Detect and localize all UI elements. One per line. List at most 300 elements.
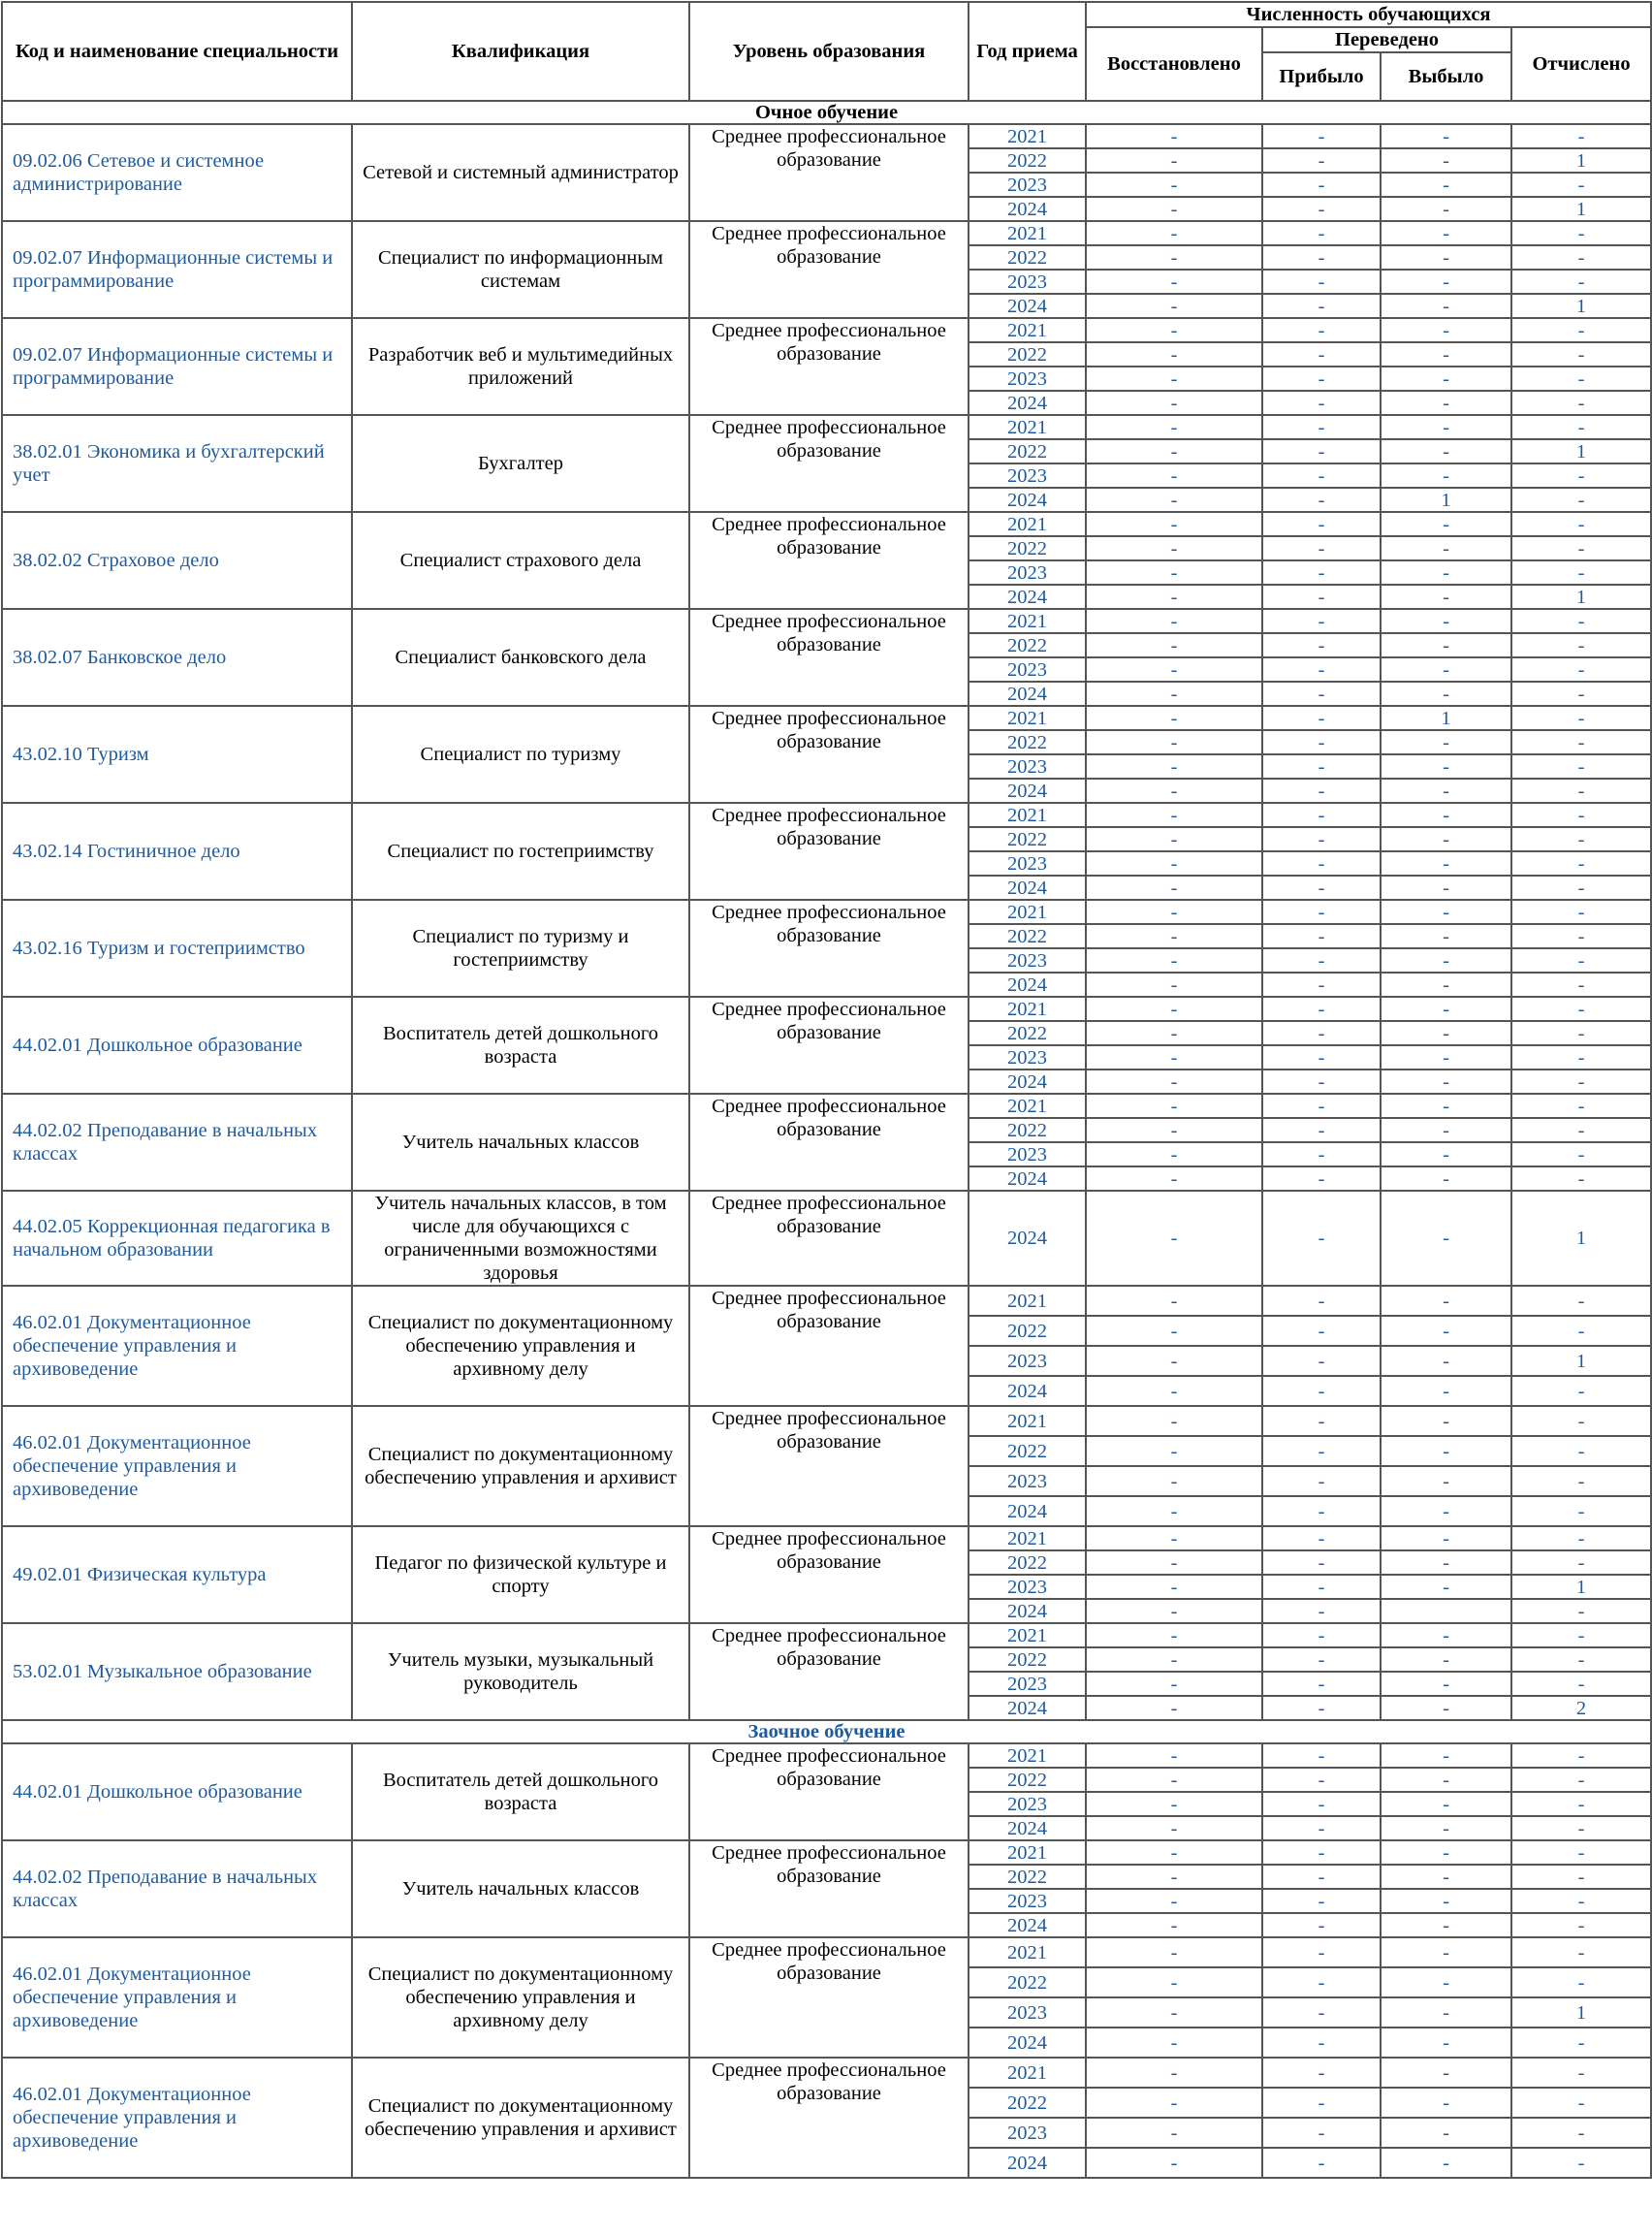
left-cell: - [1381,1376,1511,1406]
year-cell: 2024 [969,1599,1086,1623]
expelled-cell: - [1511,827,1651,851]
restored-cell: - [1086,1967,1262,1997]
table-row [2,1840,1651,1865]
year-cell: 2021 [969,1286,1086,1316]
expelled-cell: - [1511,779,1651,803]
left-cell: - [1381,1937,1511,1967]
table-row [2,1286,1651,1316]
year-cell: 2024 [969,1913,1086,1937]
arrived-cell: - [1262,1118,1381,1142]
expelled-cell: - [1511,1816,1651,1840]
arrived-cell: - [1262,245,1381,270]
year-cell: 2024 [969,391,1086,415]
restored-cell: - [1086,512,1262,536]
expelled-cell: - [1511,536,1651,560]
education-level-cell: Среднее профессиональное образование [689,803,969,900]
arrived-cell: - [1262,1967,1381,1997]
expelled-cell: - [1511,318,1651,342]
year-cell: 2022 [969,1967,1086,1997]
expelled-cell: - [1511,1550,1651,1575]
year-cell: 2021 [969,1094,1086,1118]
year-cell: 2022 [969,730,1086,754]
arrived-cell: - [1262,827,1381,851]
year-cell: 2023 [969,1045,1086,1070]
left-cell: - [1381,197,1511,221]
expelled-cell: - [1511,1623,1651,1647]
left-cell: - [1381,1406,1511,1436]
specialty-cell: 44.02.02 Преподавание в начальных классах [2,1840,352,1937]
restored-cell: - [1086,1647,1262,1672]
year-cell: 2023 [969,1575,1086,1599]
restored-cell: - [1086,2088,1262,2118]
arrived-cell: - [1262,1913,1381,1937]
expelled-cell: - [1511,851,1651,876]
year-cell: 2022 [969,245,1086,270]
expelled-cell: - [1511,754,1651,779]
expelled-cell: - [1511,1496,1651,1526]
expelled-cell: - [1511,1166,1651,1191]
year-cell: 2021 [969,997,1086,1021]
year-cell: 2022 [969,1118,1086,1142]
arrived-cell: - [1262,1816,1381,1840]
year-cell: 2024 [969,197,1086,221]
education-level-cell: Среднее профессиональное образование [689,512,969,609]
restored-cell: - [1086,827,1262,851]
arrived-cell: - [1262,1191,1381,1286]
table-body [2,101,1651,2178]
restored-cell: - [1086,1406,1262,1436]
table-row [2,1937,1651,1967]
qualification-cell: Специалист по документационному обеспечению управления и архивист [352,2058,689,2178]
restored-cell: - [1086,1599,1262,1623]
year-cell: 2021 [969,803,1086,827]
education-level-cell: Среднее профессиональное образование [689,1526,969,1623]
restored-cell: - [1086,1550,1262,1575]
specialty-cell: 46.02.01 Документационное обеспечение управления и архивоведение [2,1286,352,1406]
restored-cell: - [1086,1768,1262,1792]
arrived-cell: - [1262,997,1381,1021]
year-cell: 2022 [969,536,1086,560]
arrived-cell: - [1262,2118,1381,2148]
qualification-cell: Воспитатель детей дошкольного возраста [352,1743,689,1840]
restored-cell: - [1086,803,1262,827]
left-cell: - [1381,1647,1511,1672]
left-cell: - [1381,1865,1511,1889]
arrived-cell: - [1262,1792,1381,1816]
expelled-cell: 1 [1511,585,1651,609]
arrived-cell: - [1262,2088,1381,2118]
expelled-cell: - [1511,2027,1651,2058]
year-cell: 2022 [969,1865,1086,1889]
year-cell: 2024 [969,2027,1086,2058]
restored-cell: - [1086,1937,1262,1967]
restored-cell: - [1086,997,1262,1021]
restored-cell: - [1086,415,1262,439]
education-level-cell: Среднее профессиональное образование [689,415,969,512]
enrollment-movement-table [1,1,1652,2179]
qualification-cell: Специалист по информационным системам [352,221,689,318]
left-cell: - [1381,415,1511,439]
year-cell: 2021 [969,609,1086,633]
restored-cell: - [1086,706,1262,730]
year-cell: 2022 [969,1647,1086,1672]
education-level-cell: Среднее профессиональное образование [689,1094,969,1191]
arrived-cell: - [1262,803,1381,827]
left-cell: - [1381,876,1511,900]
restored-cell: - [1086,1696,1262,1720]
left-cell: - [1381,1672,1511,1696]
year-cell: 2021 [969,900,1086,924]
expelled-cell: - [1511,1286,1651,1316]
year-cell: 2021 [969,221,1086,245]
restored-cell: - [1086,270,1262,294]
expelled-cell: - [1511,1865,1651,1889]
table-row [2,900,1651,924]
year-cell: 2024 [969,2148,1086,2178]
section-title: Очное обучение [2,101,1651,124]
expelled-cell: - [1511,1376,1651,1406]
education-level-cell: Среднее профессиональное образование [689,1191,969,1286]
arrived-cell: - [1262,536,1381,560]
year-cell: 2023 [969,560,1086,585]
expelled-cell: - [1511,1142,1651,1166]
restored-cell: - [1086,1496,1262,1526]
qualification-cell: Специалист страхового дела [352,512,689,609]
left-cell: - [1381,1436,1511,1466]
expelled-cell: 1 [1511,1997,1651,2027]
year-cell: 2021 [969,415,1086,439]
expelled-cell: - [1511,245,1651,270]
left-cell: - [1381,1286,1511,1316]
restored-cell: - [1086,560,1262,585]
restored-cell: - [1086,609,1262,633]
expelled-cell: - [1511,924,1651,948]
expelled-cell: - [1511,415,1651,439]
restored-cell: - [1086,1376,1262,1406]
qualification-cell: Учитель начальных классов [352,1840,689,1937]
education-level-cell: Среднее профессиональное образование [689,609,969,706]
left-cell: - [1381,754,1511,779]
expelled-cell: - [1511,1526,1651,1550]
education-level-cell: Среднее профессиональное образование [689,1623,969,1720]
year-cell: 2023 [969,1142,1086,1166]
year-cell: 2023 [969,2118,1086,2148]
left-cell: - [1381,463,1511,488]
year-cell: 2023 [969,463,1086,488]
table-row [2,1191,1651,1286]
arrived-cell: - [1262,1142,1381,1166]
arrived-cell: - [1262,900,1381,924]
qualification-cell: Разработчик веб и мультимедийных приложений [352,318,689,415]
left-cell: - [1381,2027,1511,2058]
restored-cell: - [1086,1840,1262,1865]
restored-cell: - [1086,2027,1262,2058]
left-cell: - [1381,682,1511,706]
header-student-count: Численность обучающихся [1086,2,1651,27]
arrived-cell: - [1262,924,1381,948]
left-cell: - [1381,1743,1511,1768]
specialty-cell: 44.02.01 Дошкольное образование [2,1743,352,1840]
header-spec: Код и наименование специальности [2,2,352,101]
year-cell: 2023 [969,948,1086,973]
expelled-cell: - [1511,1094,1651,1118]
arrived-cell: - [1262,512,1381,536]
left-cell: - [1381,1967,1511,1997]
specialty-cell: 44.02.02 Преподавание в начальных классах [2,1094,352,1191]
restored-cell: - [1086,245,1262,270]
restored-cell: - [1086,197,1262,221]
expelled-cell: - [1511,706,1651,730]
restored-cell: - [1086,1316,1262,1346]
restored-cell: - [1086,924,1262,948]
specialty-cell: 44.02.01 Дошкольное образование [2,997,352,1094]
qualification-cell: Специалист банковского дела [352,609,689,706]
restored-cell: - [1086,1466,1262,1496]
year-cell: 2024 [969,1376,1086,1406]
expelled-cell: - [1511,633,1651,657]
arrived-cell: - [1262,1496,1381,1526]
arrived-cell: - [1262,706,1381,730]
expelled-cell: - [1511,342,1651,367]
specialty-cell: 09.02.07 Информационные системы и программирование [2,318,352,415]
restored-cell: - [1086,585,1262,609]
arrived-cell: - [1262,2058,1381,2088]
year-cell: 2024 [969,682,1086,706]
arrived-cell: - [1262,1436,1381,1466]
expelled-cell: 1 [1511,1575,1651,1599]
arrived-cell: - [1262,270,1381,294]
year-cell: 2022 [969,342,1086,367]
year-cell: 2023 [969,1672,1086,1696]
expelled-cell: - [1511,173,1651,197]
qualification-cell: Учитель музыки, музыкальный руководитель [352,1623,689,1720]
year-cell: 2021 [969,1623,1086,1647]
year-cell: 2022 [969,1436,1086,1466]
expelled-cell: - [1511,657,1651,682]
arrived-cell: - [1262,488,1381,512]
restored-cell: - [1086,173,1262,197]
expelled-cell: - [1511,900,1651,924]
left-cell: - [1381,2118,1511,2148]
restored-cell: - [1086,1118,1262,1142]
left-cell: - [1381,512,1511,536]
table-row [2,1623,1651,1647]
restored-cell: - [1086,1286,1262,1316]
expelled-cell: - [1511,1647,1651,1672]
arrived-cell: - [1262,1575,1381,1599]
left-cell: - [1381,1346,1511,1376]
year-cell: 2021 [969,1743,1086,1768]
expelled-cell: 2 [1511,1696,1651,1720]
left-cell: - [1381,1526,1511,1550]
left-cell: - [1381,1696,1511,1720]
education-level-cell: Среднее профессиональное образование [689,124,969,221]
expelled-cell: - [1511,1021,1651,1045]
arrived-cell: - [1262,415,1381,439]
expelled-cell: - [1511,1768,1651,1792]
restored-cell: - [1086,2148,1262,2178]
left-cell: - [1381,1166,1511,1191]
qualification-cell: Педагог по физической культуре и спорту [352,1526,689,1623]
arrived-cell: - [1262,342,1381,367]
year-cell: 2022 [969,2088,1086,2118]
restored-cell: - [1086,1191,1262,1286]
left-cell: - [1381,1816,1511,1840]
arrived-cell: - [1262,1889,1381,1913]
left-cell: - [1381,585,1511,609]
left-cell: - [1381,367,1511,391]
left-cell: - [1381,221,1511,245]
table-row [2,1743,1651,1768]
expelled-cell: 1 [1511,1346,1651,1376]
arrived-cell: - [1262,367,1381,391]
expelled-cell: - [1511,973,1651,997]
specialty-cell: 43.02.10 Туризм [2,706,352,803]
left-cell: - [1381,1496,1511,1526]
specialty-cell: 49.02.01 Физическая культура [2,1526,352,1623]
left-cell: - [1381,2088,1511,2118]
left-cell: - [1381,1768,1511,1792]
left-cell: - [1381,294,1511,318]
expelled-cell: - [1511,948,1651,973]
education-level-cell: Среднее профессиональное образование [689,1286,969,1406]
year-cell: 2021 [969,2058,1086,2088]
restored-cell: - [1086,391,1262,415]
year-cell: 2021 [969,124,1086,148]
left-cell: - [1381,560,1511,585]
left-cell: - [1381,900,1511,924]
left-cell: - [1381,657,1511,682]
year-cell: 2024 [969,1166,1086,1191]
expelled-cell: - [1511,1743,1651,1768]
left-cell: - [1381,318,1511,342]
restored-cell: - [1086,1142,1262,1166]
left-cell: - [1381,827,1511,851]
qualification-cell: Специалист по документационному обеспечению управления и архивному делу [352,1286,689,1406]
arrived-cell: - [1262,1937,1381,1967]
restored-cell: - [1086,463,1262,488]
restored-cell: - [1086,851,1262,876]
restored-cell: - [1086,1070,1262,1094]
arrived-cell: - [1262,633,1381,657]
expelled-cell: - [1511,1672,1651,1696]
year-cell: 2024 [969,876,1086,900]
education-level-cell: Среднее профессиональное образование [689,221,969,318]
restored-cell: - [1086,1913,1262,1937]
year-cell: 2022 [969,148,1086,173]
restored-cell: - [1086,2118,1262,2148]
header-transferred: Переведено [1262,27,1511,52]
arrived-cell: - [1262,1696,1381,1720]
table-row [2,1526,1651,1550]
left-cell: - [1381,2058,1511,2088]
restored-cell: - [1086,1021,1262,1045]
year-cell: 2021 [969,318,1086,342]
restored-cell: - [1086,973,1262,997]
year-cell: 2021 [969,1937,1086,1967]
year-cell: 2023 [969,270,1086,294]
left-cell [1381,1599,1511,1623]
arrived-cell: - [1262,439,1381,463]
arrived-cell: - [1262,1286,1381,1316]
expelled-cell: - [1511,1792,1651,1816]
expelled-cell: - [1511,682,1651,706]
year-cell: 2023 [969,1997,1086,2027]
arrived-cell: - [1262,730,1381,754]
expelled-cell: - [1511,1406,1651,1436]
expelled-cell: - [1511,221,1651,245]
expelled-cell: - [1511,2058,1651,2088]
arrived-cell: - [1262,779,1381,803]
arrived-cell: - [1262,682,1381,706]
restored-cell: - [1086,779,1262,803]
year-cell: 2021 [969,1526,1086,1550]
restored-cell: - [1086,1575,1262,1599]
specialty-cell: 38.02.02 Страховое дело [2,512,352,609]
arrived-cell: - [1262,2027,1381,2058]
left-cell: - [1381,1118,1511,1142]
restored-cell: - [1086,439,1262,463]
year-cell: 2023 [969,173,1086,197]
arrived-cell: - [1262,1045,1381,1070]
left-cell: - [1381,1792,1511,1816]
year-cell: 2023 [969,1889,1086,1913]
specialty-cell: 46.02.01 Документационное обеспечение управления и архивоведение [2,1937,352,2058]
left-cell: - [1381,1142,1511,1166]
education-level-cell: Среднее профессиональное образование [689,2058,969,2178]
restored-cell: - [1086,948,1262,973]
left-cell: - [1381,1045,1511,1070]
expelled-cell: - [1511,1436,1651,1466]
arrived-cell: - [1262,1768,1381,1792]
table-row [2,512,1651,536]
arrived-cell: - [1262,294,1381,318]
table-row [2,415,1651,439]
restored-cell: - [1086,1623,1262,1647]
left-cell: - [1381,1623,1511,1647]
expelled-cell: - [1511,270,1651,294]
expelled-cell: - [1511,1967,1651,1997]
year-cell: 2024 [969,1191,1086,1286]
table-row [2,124,1651,148]
year-cell: 2021 [969,512,1086,536]
arrived-cell: - [1262,1526,1381,1550]
year-cell: 2024 [969,1070,1086,1094]
left-cell: - [1381,1094,1511,1118]
year-cell: 2021 [969,1840,1086,1865]
education-level-cell: Среднее профессиональное образование [689,900,969,997]
year-cell: 2022 [969,827,1086,851]
year-cell: 2022 [969,633,1086,657]
expelled-cell: - [1511,1937,1651,1967]
arrived-cell: - [1262,1346,1381,1376]
arrived-cell: - [1262,1070,1381,1094]
arrived-cell: - [1262,876,1381,900]
section-title: Заочное обучение [2,1720,1651,1743]
restored-cell: - [1086,1997,1262,2027]
arrived-cell: - [1262,318,1381,342]
header-education-level: Уровень образования [689,2,969,101]
arrived-cell: - [1262,2148,1381,2178]
specialty-cell: 46.02.01 Документационное обеспечение управления и архивоведение [2,1406,352,1526]
left-cell: - [1381,779,1511,803]
year-cell: 2023 [969,367,1086,391]
arrived-cell: - [1262,124,1381,148]
restored-cell: - [1086,1865,1262,1889]
left-cell: - [1381,1466,1511,1496]
expelled-cell: 1 [1511,294,1651,318]
expelled-cell: - [1511,730,1651,754]
